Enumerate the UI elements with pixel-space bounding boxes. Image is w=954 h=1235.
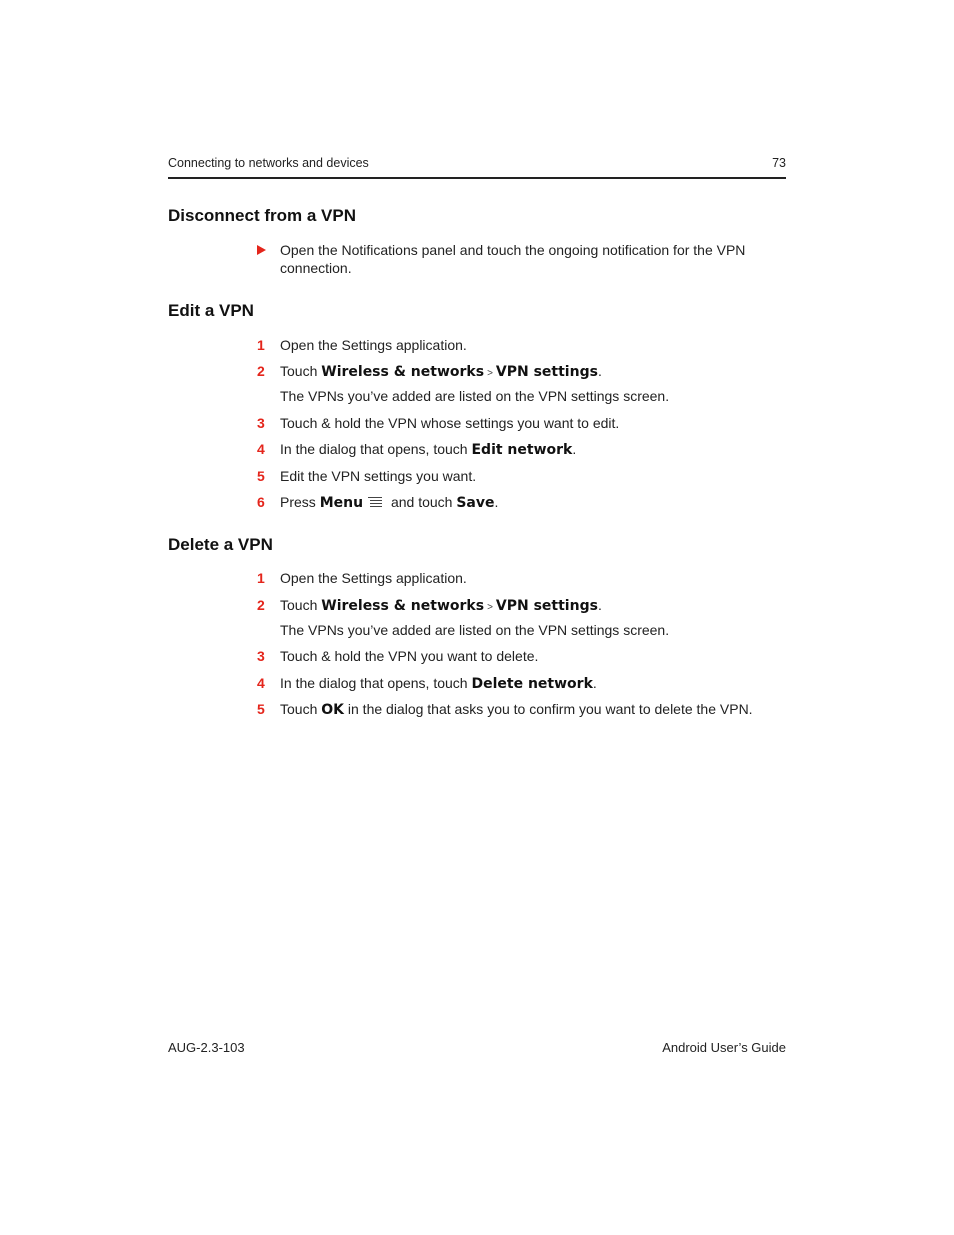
step-text: Touch & hold the VPN whose settings you want to edit. bbox=[280, 415, 620, 431]
ui-label-ok: OK bbox=[321, 702, 344, 718]
heading-edit-vpn: Edit a VPN bbox=[168, 301, 254, 320]
ui-label-edit-network: Edit network bbox=[471, 442, 573, 458]
bullet-text-cont: connection. bbox=[280, 260, 352, 276]
step-note: The VPNs you’ve added are listed on the VPN settings screen. bbox=[280, 622, 670, 638]
step-number: 4 bbox=[257, 441, 265, 457]
step-text-end: in the dialog that asks you to confirm you want to delete the VPN. bbox=[344, 701, 753, 717]
step-number: 2 bbox=[257, 363, 265, 379]
ui-label-vpn-settings: VPN settings bbox=[495, 364, 598, 380]
footer-doc-title: Android User’s Guide bbox=[662, 1040, 786, 1055]
bullet-text: Open the Notifications panel and touch the ongoing notification for the VPN bbox=[280, 242, 746, 258]
step-number: 6 bbox=[257, 494, 265, 510]
path-separator: > bbox=[487, 368, 493, 379]
step-text-end: . bbox=[597, 363, 602, 379]
step-text-end: . bbox=[572, 441, 577, 457]
step-number: 5 bbox=[257, 701, 265, 717]
step-text-mid: and touch bbox=[387, 494, 457, 510]
ui-label-menu: Menu bbox=[319, 495, 364, 511]
step-number: 1 bbox=[257, 570, 265, 586]
step-number: 5 bbox=[257, 468, 265, 484]
step-number: 3 bbox=[257, 648, 265, 664]
footer-doc-id: AUG-2.3-103 bbox=[168, 1040, 245, 1055]
ui-label-vpn-settings: VPN settings bbox=[495, 598, 598, 614]
step-text: Touch bbox=[280, 363, 322, 379]
path-separator: > bbox=[487, 602, 493, 613]
step-text-end: . bbox=[494, 494, 499, 510]
step-text-end: . bbox=[592, 675, 597, 691]
ui-label-wireless: Wireless & networks bbox=[321, 364, 485, 380]
step-text: In the dialog that opens, touch bbox=[280, 441, 472, 457]
ui-label-delete-network: Delete network bbox=[471, 676, 593, 692]
step-number: 4 bbox=[257, 675, 265, 691]
heading-disconnect-vpn: Disconnect from a VPN bbox=[168, 206, 356, 225]
ui-label-wireless: Wireless & networks bbox=[321, 598, 485, 614]
step-text: Touch bbox=[280, 701, 322, 717]
bullet-arrow-icon bbox=[257, 245, 266, 255]
step-text: Touch & hold the VPN you want to delete. bbox=[280, 648, 539, 664]
step-text: Open the Settings application. bbox=[280, 337, 467, 353]
step-text-end: . bbox=[597, 597, 602, 613]
ui-label-save: Save bbox=[456, 495, 495, 511]
heading-delete-vpn: Delete a VPN bbox=[168, 535, 273, 554]
step-note: The VPNs you’ve added are listed on the VPN settings screen. bbox=[280, 388, 670, 404]
step-number: 2 bbox=[257, 597, 265, 613]
header-section-title: Connecting to networks and devices bbox=[168, 156, 369, 170]
page-header bbox=[168, 155, 786, 179]
step-text: Press bbox=[280, 494, 320, 510]
step-number: 3 bbox=[257, 415, 265, 431]
menu-icon bbox=[367, 496, 383, 508]
step-number: 1 bbox=[257, 337, 265, 353]
step-text: Open the Settings application. bbox=[280, 570, 467, 586]
step-text: Touch bbox=[280, 597, 322, 613]
step-text: Edit the VPN settings you want. bbox=[280, 468, 477, 484]
step-text: In the dialog that opens, touch bbox=[280, 675, 472, 691]
page-number: 73 bbox=[772, 156, 786, 170]
